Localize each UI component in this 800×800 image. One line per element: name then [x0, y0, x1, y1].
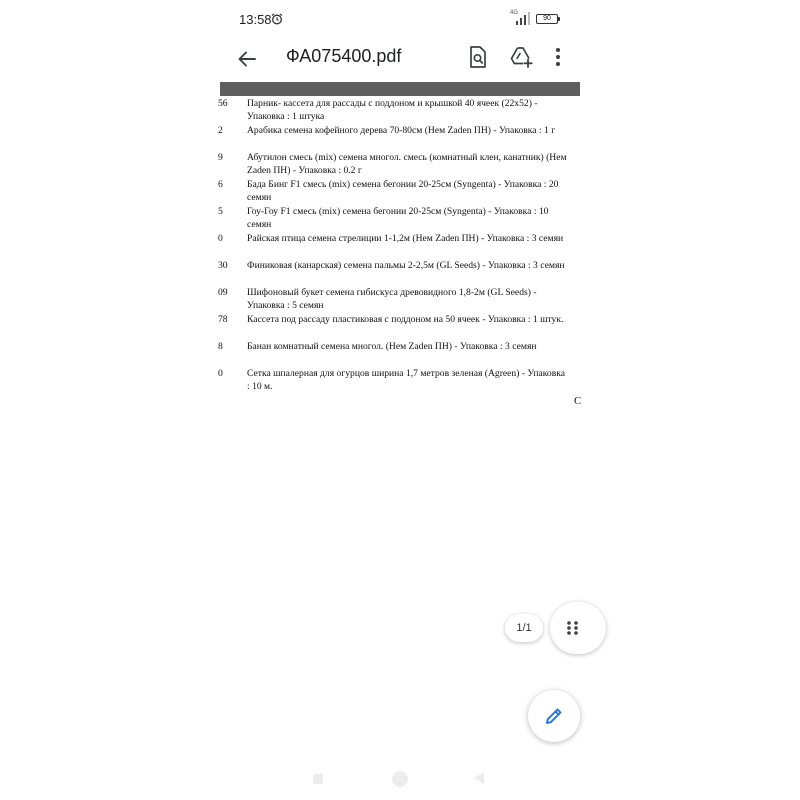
row-description: Шифоновый букет семена гибискуса древовидного 1,8-2м (GL Seeds) - Упаковка : 5 семян	[247, 287, 537, 312]
status-time: 13:58	[239, 12, 272, 27]
row-number: 30	[218, 260, 228, 271]
battery-icon: 90	[536, 14, 558, 24]
system-navigation-bar	[220, 768, 580, 792]
row-description: Банан комнатный семена многол. (Нем Zaden ПН) - Упаковка : 3 семян	[247, 341, 537, 352]
document-row	[220, 340, 580, 367]
row-number: 09	[218, 287, 228, 298]
network-type-label: 4G	[510, 10, 519, 16]
row-description: Финиковая (канарская) семена пальмы 2-2,5м (GL Seeds) - Упаковка : 3 семян	[247, 260, 565, 271]
row-number: 0	[218, 233, 223, 244]
more-vert-icon[interactable]	[550, 45, 566, 69]
page-indicator: 1/1	[505, 614, 543, 642]
row-number: 2	[218, 125, 223, 136]
document-row	[220, 151, 580, 178]
row-number: 6	[218, 179, 223, 190]
edit-button[interactable]	[528, 690, 580, 742]
back-icon[interactable]	[474, 772, 484, 784]
row-number: 56	[218, 98, 228, 109]
pdf-page-content[interactable]	[220, 97, 580, 394]
document-row	[220, 97, 580, 124]
row-description: Бада Бинг F1 смесь (mix) семена бегонии 20-25см (Syngenta) - Упаковка : 20 семян	[247, 179, 559, 204]
drag-handle-icon	[566, 620, 580, 636]
row-description: Сетка шпалерная для огурцов ширина 1,7 метров зеленая (Agreen) - Упаковка : 10 м.	[247, 368, 566, 393]
recents-icon[interactable]	[313, 774, 323, 784]
row-description: Парник- кассета для рассады с поддоном и крышкой 40 ячеек (22х52) - Упаковка : 1 штука	[247, 98, 538, 123]
clipped-character: С	[574, 395, 582, 407]
signal-icon	[510, 11, 534, 25]
add-to-drive-icon[interactable]	[508, 44, 534, 70]
row-number: 78	[218, 314, 228, 325]
row-description: Кассета под рассаду пластиковая с поддоном на 50 ячеек - Упаковка : 1 штук.	[247, 314, 564, 325]
phone-screen	[220, 0, 580, 800]
document-header-bar	[220, 82, 580, 96]
row-description: Гоу-Гоу F1 смесь (mix) семена бегонии 20-25см (Syngenta) - Упаковка : 10 семян	[247, 206, 549, 231]
app-bar	[220, 38, 580, 82]
document-row	[220, 286, 580, 313]
scroll-handle[interactable]	[550, 602, 606, 654]
back-arrow-icon[interactable]	[232, 44, 262, 74]
document-row	[220, 205, 580, 232]
row-description: Арабика семена кофейного дерева 70-80см (Нем Zaden ПН) - Упаковка : 1 г	[247, 125, 556, 136]
status-bar	[220, 0, 580, 38]
alarm-icon	[271, 13, 283, 25]
document-row	[220, 313, 580, 340]
document-row	[220, 259, 580, 286]
document-row	[220, 178, 580, 205]
row-description: Абутилон смесь (mix) семена многол. смесь (комнатный клен, канатник) (Нем Zaden ПН) - Упаковка : 0.2 г	[247, 152, 567, 177]
edit-pencil-icon	[544, 706, 564, 726]
document-row	[220, 232, 580, 259]
home-icon[interactable]	[392, 771, 408, 787]
document-row	[220, 124, 580, 151]
find-in-document-icon[interactable]	[466, 44, 490, 70]
row-description: Райская птица семена стрелиции 1-1,2м (Нем Zaden ПН) - Упаковка : 3 семян	[247, 233, 564, 244]
row-number: 8	[218, 341, 223, 352]
row-number: 0	[218, 368, 223, 379]
file-title: ФА075400.pdf	[286, 46, 402, 66]
row-number: 5	[218, 206, 223, 217]
document-row	[220, 367, 580, 394]
row-number: 9	[218, 152, 223, 163]
